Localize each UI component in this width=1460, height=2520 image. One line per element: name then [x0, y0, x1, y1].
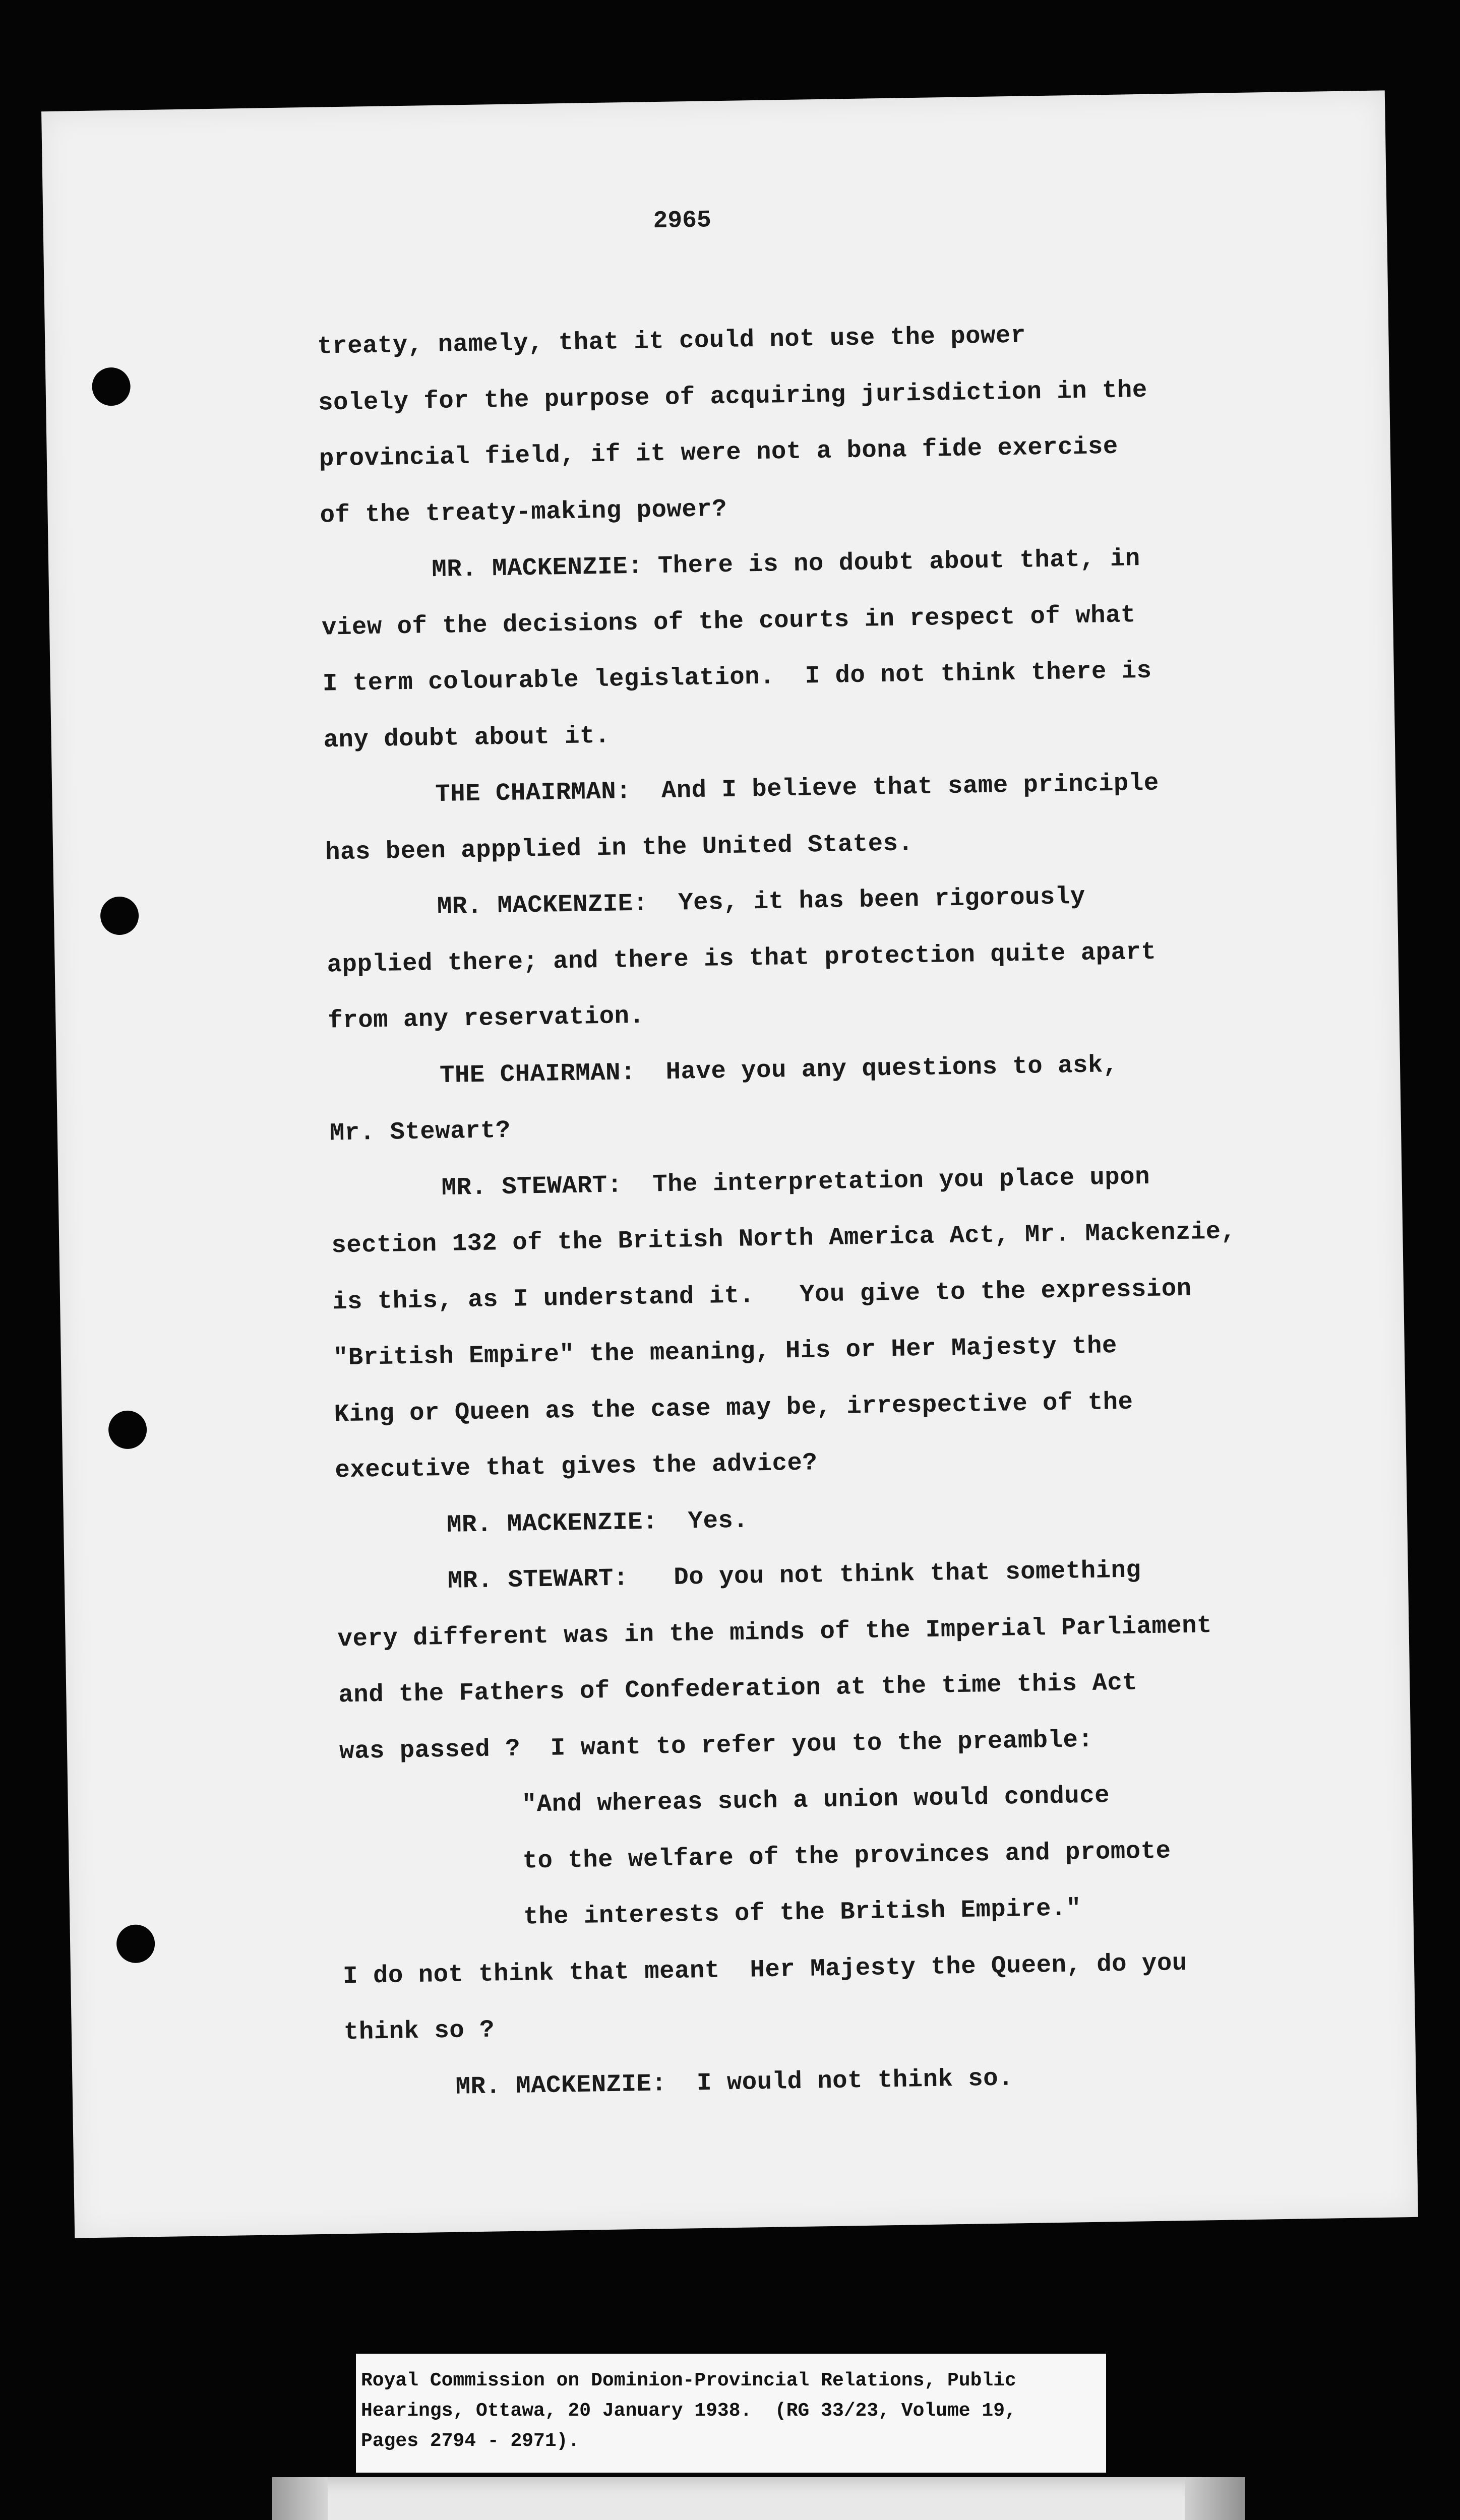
- punch-hole: [108, 1410, 147, 1449]
- text-line: was passed ? I want to refer you to the preamble:: [339, 1725, 1093, 1766]
- text-line: applied there; and there is that protection quite apart: [327, 937, 1157, 979]
- text-line: I do not think that meant Her Majesty the Queen, do you: [342, 1948, 1188, 1990]
- caption-line: Hearings, Ottawa, 20 January 1938. (RG 33/23, Volume 19,: [361, 2400, 1016, 2422]
- text-line: King or Queen as the case may be, irrespective of the: [334, 1387, 1133, 1428]
- text-line: "And whereas such a union would conduce: [521, 1781, 1110, 1819]
- text-line: MR. MACKENZIE: Yes, it has been rigorously: [437, 882, 1086, 921]
- stamp-edge: [272, 2477, 328, 2520]
- text-line: any doubt about it.: [323, 721, 611, 754]
- text-line: "British Empire" the meaning, His or Her Majesty the: [333, 1331, 1118, 1372]
- text-line: MR. MACKENZIE: Yes.: [446, 1506, 749, 1539]
- page-number: 2965: [653, 207, 712, 235]
- punch-hole: [92, 367, 131, 406]
- text-line: MR. STEWART: The interpretation you place upon: [441, 1162, 1150, 1202]
- text-line: and the Fathers of Confederation at the time this Act: [338, 1668, 1138, 1710]
- text-line: I term colourable legislation. I do not think there is: [322, 656, 1152, 698]
- text-line: executive that gives the advice?: [335, 1448, 818, 1485]
- text-line: provincial field, if it were not a bona fide exercise: [319, 432, 1119, 473]
- text-line: solely for the purpose of acquiring jurisdiction in the: [318, 375, 1148, 417]
- text-line: MR. STEWART: Do you not think that something: [447, 1556, 1141, 1595]
- text-line: MR. MACKENZIE: I would not think so.: [455, 2063, 1014, 2101]
- text-line: is this, as I understand it. You give to the expression: [332, 1274, 1192, 1316]
- text-line: THE CHAIRMAN: Have you any questions to ask,: [439, 1050, 1119, 1090]
- text-line: the interests of the British Empire.": [523, 1894, 1082, 1931]
- punch-hole: [100, 896, 139, 935]
- document-page: [41, 90, 1418, 2238]
- text-line: think so ?: [343, 2015, 495, 2047]
- text-line: has been appplied in the United States.: [325, 829, 914, 867]
- caption-line: Pages 2794 - 2971).: [361, 2430, 580, 2452]
- text-line: view of the decisions of the courts in respect of what: [321, 600, 1136, 642]
- archive-caption: [356, 2354, 1106, 2473]
- text-line: THE CHAIRMAN: And I believe that same principle: [435, 769, 1160, 809]
- stamp-edge: [1185, 2477, 1245, 2520]
- text-line: section 132 of the British North America Act, Mr. Mackenzie,: [331, 1217, 1236, 1260]
- punch-hole: [116, 1924, 155, 1963]
- text-line: to the welfare of the provinces and promote: [522, 1836, 1171, 1875]
- text-line: treaty, namely, that it could not use the power: [317, 321, 1026, 361]
- caption-line: Royal Commission on Dominion-Provincial Relations, Public: [361, 2370, 1016, 2391]
- text-line: very different was in the minds of the Imperial Parliament: [337, 1611, 1212, 1653]
- text-line: from any reservation.: [327, 1001, 645, 1035]
- text-line: Mr. Stewart?: [329, 1116, 511, 1148]
- archives-stamp: [272, 2477, 1245, 2520]
- transcript-text: [317, 304, 1303, 2117]
- text-line: of the treaty-making power?: [320, 494, 727, 530]
- text-line: MR. MACKENZIE: There is no doubt about that, in: [431, 544, 1141, 584]
